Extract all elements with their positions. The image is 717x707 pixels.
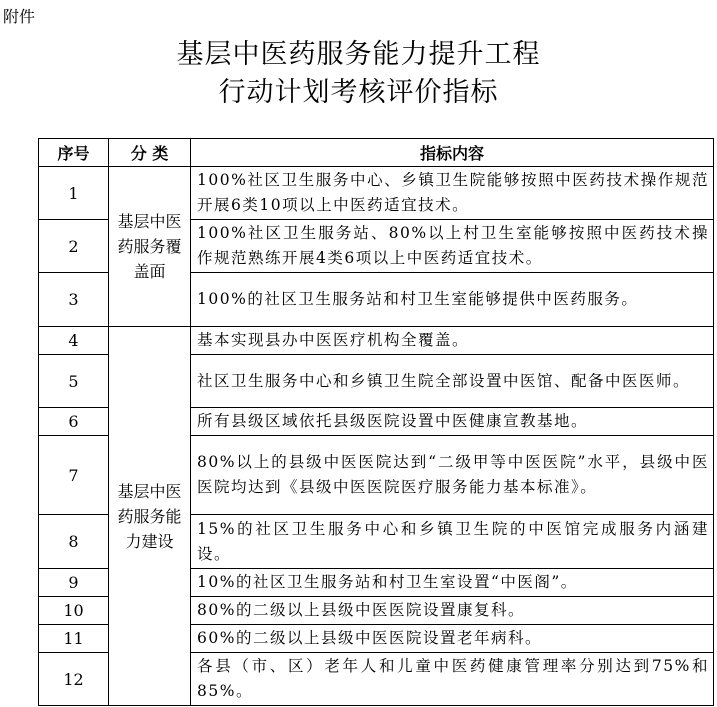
row-number: 9 xyxy=(39,569,109,597)
indicator-content: 10%的社区卫生服务站和村卫生室设置“中医阁”。 xyxy=(191,569,714,597)
indicator-content: 80%的二级以上县级中医医院设置康复科。 xyxy=(191,597,714,625)
column-header-content: 指标内容 xyxy=(191,139,714,167)
indicator-content: 基本实现县办中医医疗机构全覆盖。 xyxy=(191,327,714,355)
table-row xyxy=(39,167,714,220)
row-number: 4 xyxy=(39,327,109,355)
row-number: 12 xyxy=(39,653,109,706)
row-number: 8 xyxy=(39,515,109,569)
indicator-content: 15%的社区卫生服务中心和乡镇卫生院的中医馆完成服务内涵建设。 xyxy=(191,515,714,569)
indicator-content: 所有县级区域依托县级医院设置中医健康宣教基地。 xyxy=(191,408,714,436)
category-cell: 基层中医药服务覆盖面 xyxy=(109,167,191,327)
row-number: 5 xyxy=(39,355,109,408)
column-header-category: 分 类 xyxy=(109,139,191,167)
indicator-table xyxy=(38,138,714,706)
document-title-line-1: 基层中医药服务能力提升工程 xyxy=(176,39,541,70)
indicator-content: 100%社区卫生服务中心、乡镇卫生院能够按照中医药技术操作规范开展6类10项以上中医药适宜技术。 xyxy=(191,167,714,220)
attachment-label: 附件 xyxy=(3,7,36,26)
row-number: 10 xyxy=(39,597,109,625)
table-header-row xyxy=(39,139,714,167)
row-number: 3 xyxy=(39,273,109,327)
document-title-line-2: 行动计划考核评价指标 xyxy=(218,77,499,108)
indicator-content: 80%以上的县级中医医院达到“二级甲等中医医院”水平，县级中医医院均达到《县级中医医院医疗服务能力基本标准》。 xyxy=(191,436,714,515)
indicator-content: 100%社区卫生服务站、80%以上村卫生室能够按照中医药技术操作规范熟练开展4类6项以上中医药适宜技术。 xyxy=(191,220,714,273)
row-number: 6 xyxy=(39,408,109,436)
indicator-content: 各县（市、区）老年人和儿童中医药健康管理率分别达到75%和85%。 xyxy=(191,653,714,706)
table-row xyxy=(39,327,714,355)
indicator-content: 60%的二级以上县级中医医院设置老年病科。 xyxy=(191,625,714,653)
column-header-number: 序号 xyxy=(39,139,109,167)
category-cell: 基层中医药服务能力建设 xyxy=(109,327,191,706)
row-number: 2 xyxy=(39,220,109,273)
row-number: 1 xyxy=(39,167,109,220)
row-number: 7 xyxy=(39,436,109,515)
indicator-content: 社区卫生服务中心和乡镇卫生院全部设置中医馆、配备中医医师。 xyxy=(191,355,714,408)
row-number: 11 xyxy=(39,625,109,653)
indicator-content: 100%的社区卫生服务站和村卫生室能够提供中医药服务。 xyxy=(191,273,714,327)
